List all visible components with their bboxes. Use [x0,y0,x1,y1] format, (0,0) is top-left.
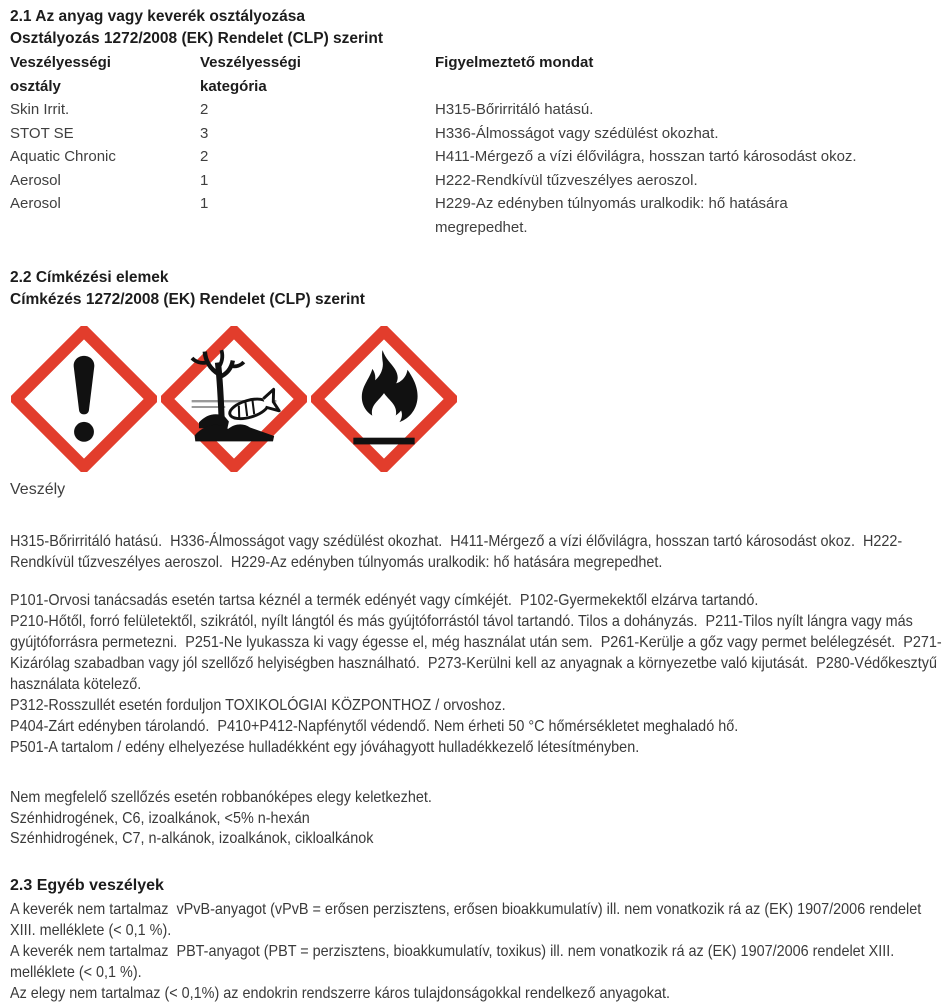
supplemental-line: Szénhidrogének, C7, n-alkánok, izoalkánok, cikloalkánok [10,830,374,847]
statement-cell: H411-Mérgező a vízi élővilágra, hosszan tartó károsodást okoz. [435,148,857,165]
section-2-2-title: 2.2 Címkézési elemek [10,269,169,286]
table-row [10,192,952,239]
statement-cell: H222-Rendkívül tűzveszélyes aeroszol. [435,171,698,189]
table-row [10,145,952,169]
section-2-2-subtitle: Címkézés 1272/2008 (EK) Rendelet (CLP) szerint [10,291,365,308]
hazard-statements [10,531,942,573]
statement-cell: H336-Álmosságot vagy szédülést okozhat. [435,124,719,142]
category-cell: 2 [200,101,209,118]
header-hazard-category: Veszélyességi kategória [200,54,301,95]
other-hazards-paragraph: Az elegy nem tartalmaz (< 0,1%) az endokrin rendszerre káros tulajdonságokkal rendelkező anyagokat. [10,984,670,1002]
pictogram-row [11,326,952,472]
category-cell: 3 [200,124,209,142]
section-2-3-title: 2.3 Egyéb veszélyek [10,876,164,894]
category-cell: 2 [200,148,209,165]
section-2-1-subtitle: Osztályozás 1272/2008 (EK) Rendelet (CLP) szerint [10,30,383,47]
other-hazards-paragraph: A keverék nem tartalmaz PBT-anyagot (PBT = perzisztens, bioakkumulatív, toxikus) ill. nem vonatkozik rá az (EK) 1907/2006 rendelet XIII. melléklete (< 0,1 %). [10,942,899,981]
hazard-statements-paragraph: H315-Bőrirritáló hatású. H336-Álmosságot vagy szédülést okozhat. H411-Mérgező a vízi élővilágra, hosszan tartó károsodást okoz. H222-Rendkívül tűzveszélyes aeroszol. H229-Az edényben túlnyomás uralkodik: hő hatására megrepedhet. [10,533,903,571]
table-row [10,98,952,122]
hazard-class-cell: Aquatic Chronic [10,148,116,165]
precautionary-paragraph: P404-Zárt edényben tárolandó. P410+P412-Napfénytől védendő. Nem érheti 50 °C hőmérsékletet meghaladó hő. [10,718,739,735]
precautionary-paragraph: P210-Hőtől, forró felületektől, szikrától, nyílt lángtól és más gyújtóforrástól távol tartandó. Tilos a dohányzás. P211-Tilos nyílt lángra vagy más gyújtóforrásra permetezni. P251-Ne lyukassza ki vagy égesse el, még használat után sem. P261-Kerülje a gőz vagy permet belélegzését. P271-Kizárólag szabadban vagy jól szellőző helyiségben használható. P273-Kerülni kell az anyagnak a környezetbe való kijutását. P280-Védőkesztyű használata kötelező. [10,613,942,693]
header-hazard-class: Veszélyességi osztály [10,54,111,95]
table-row [10,169,952,193]
signal-word: Veszély [10,481,66,498]
category-cell: 1 [200,171,209,189]
hazard-class-cell: STOT SE [10,124,74,142]
category-cell: 1 [200,195,209,212]
table-header-row [10,51,952,98]
classification-table [10,51,952,239]
precautionary-paragraph: P501-A tartalom / edény elhelyezése hulladékként egy jóváhagyott hulladékkezelő létesítményben. [10,739,640,756]
environment-hazard-icon [161,326,307,472]
section-2-3 [10,875,952,1004]
section-2-1-title: 2.1 Az anyag vagy keverék osztályozása [10,8,305,25]
other-hazards [10,899,942,1004]
precautionary-statements [10,590,942,758]
section-2-2 [10,267,952,850]
other-hazards-paragraph: A keverék nem tartalmaz vPvB-anyagot (vPvB = erősen perzisztens, erősen bioakkumulatív) ill. nem vonatkozik rá az (EK) 1907/2006 rendelet XIII. melléklete (< 0,1 %). [10,900,926,939]
supplemental-line: Nem megfelelő szellőzés esetén robbanóképes elegy keletkezhet. [10,789,432,806]
statement-cell: H315-Bőrirritáló hatású. [435,101,594,118]
header-statement: Figyelmeztető mondat [435,54,594,71]
supplemental-line: Szénhidrogének, C6, izoalkánok, <5% n-hexán [10,809,310,827]
exclamation-mark-icon [11,326,157,472]
statement-cell: H229-Az edényben túlnyomás uralkodik: hő hatására megrepedhet. [435,195,788,236]
hazard-class-cell: Aerosol [10,171,61,189]
section-2-1 [10,6,952,239]
precautionary-paragraph: P312-Rosszullét esetén forduljon TOXIKOLÓGIAI KÖZPONTHOZ / orvoshoz. [10,697,506,714]
table-row [10,122,952,146]
flame-icon [311,326,457,472]
hazard-class-cell: Skin Irrit. [10,101,70,118]
precautionary-paragraph: P101-Orvosi tanácsadás esetén tartsa kéznél a termék edényét vagy címkéjét. P102-Gyermekektől elzárva tartandó. [10,592,759,609]
supplemental-info [10,788,942,850]
hazard-class-cell: Aerosol [10,195,61,212]
